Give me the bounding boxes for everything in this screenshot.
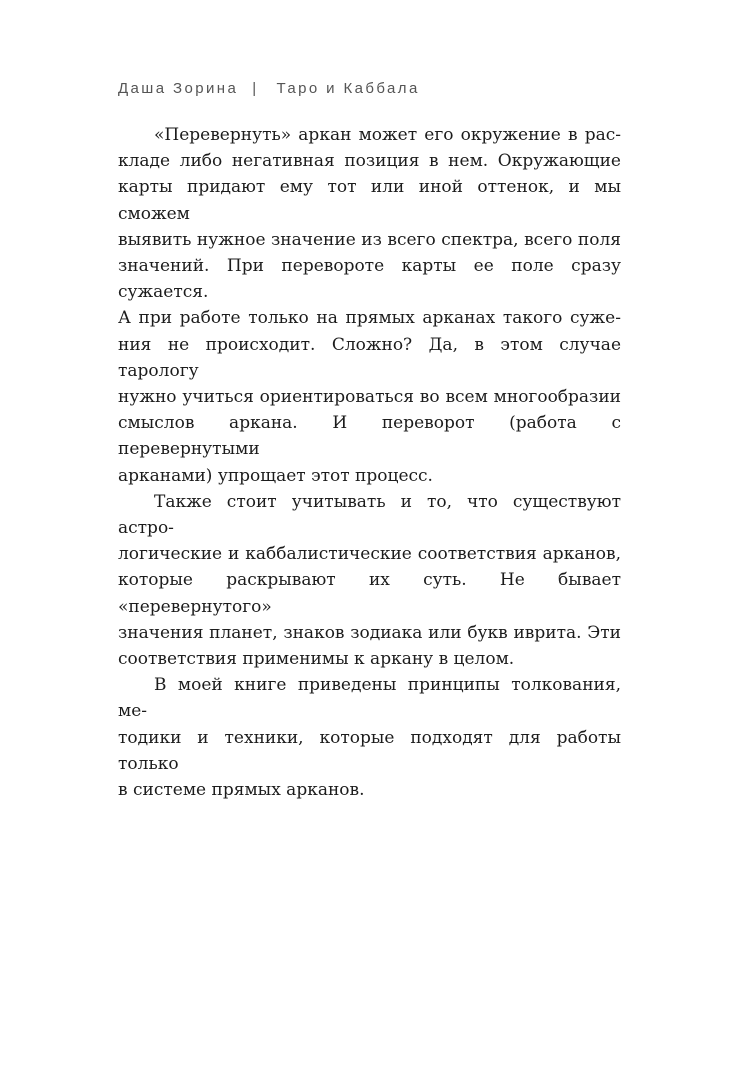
text-line: соответствия применимы к аркану в целом. bbox=[118, 649, 515, 670]
text-line: тодики и техники, которые подходят для работы только bbox=[118, 727, 621, 774]
text-line: А при работе только на прямых арканах такого суже- bbox=[118, 308, 621, 329]
paragraph-2 bbox=[118, 489, 621, 672]
text-line: арканами) упрощает этот процесс. bbox=[118, 465, 433, 486]
header-separator: | bbox=[252, 80, 259, 97]
text-line: ния не происходит. Сложно? Да, в этом случае тарологу bbox=[118, 334, 621, 381]
text-line: кладе либо негативная позиция в нем. Окружающие bbox=[118, 151, 621, 172]
text-line: в системе прямых арканов. bbox=[118, 780, 365, 801]
paragraph-1 bbox=[118, 122, 621, 489]
text-line: карты придают ему тот или иной оттенок, и мы сможем bbox=[118, 177, 621, 224]
header-author: Даша Зорина bbox=[118, 80, 239, 97]
text-line: значений. При перевороте карты ее поле сразу сужается. bbox=[118, 256, 621, 303]
text-line: смыслов аркана. И переворот (работа с перевернутыми bbox=[118, 413, 621, 460]
body-text bbox=[118, 122, 621, 803]
text-line: нужно учиться ориентироваться во всем многообразии bbox=[118, 387, 621, 408]
text-line: Также стоит учитывать и то, что существуют астро- bbox=[118, 491, 621, 539]
text-line: выявить нужное значение из всего спектра, всего поля bbox=[118, 229, 621, 250]
running-header bbox=[118, 80, 420, 97]
text-line: значения планет, знаков зодиака или букв иврита. Эти bbox=[118, 622, 621, 643]
text-line: В моей книге приведены принципы толкования, ме- bbox=[118, 675, 621, 722]
header-book-title: Таро и Каббала bbox=[276, 80, 420, 97]
paragraph-3 bbox=[118, 672, 621, 803]
text-line: «Перевернуть» аркан может его окружение в рас- bbox=[154, 125, 621, 145]
text-line: логические и каббалистические соответствия арканов, bbox=[118, 544, 621, 565]
text-line: которые раскрывают их суть. Не бывает «перевернутого» bbox=[118, 570, 621, 617]
